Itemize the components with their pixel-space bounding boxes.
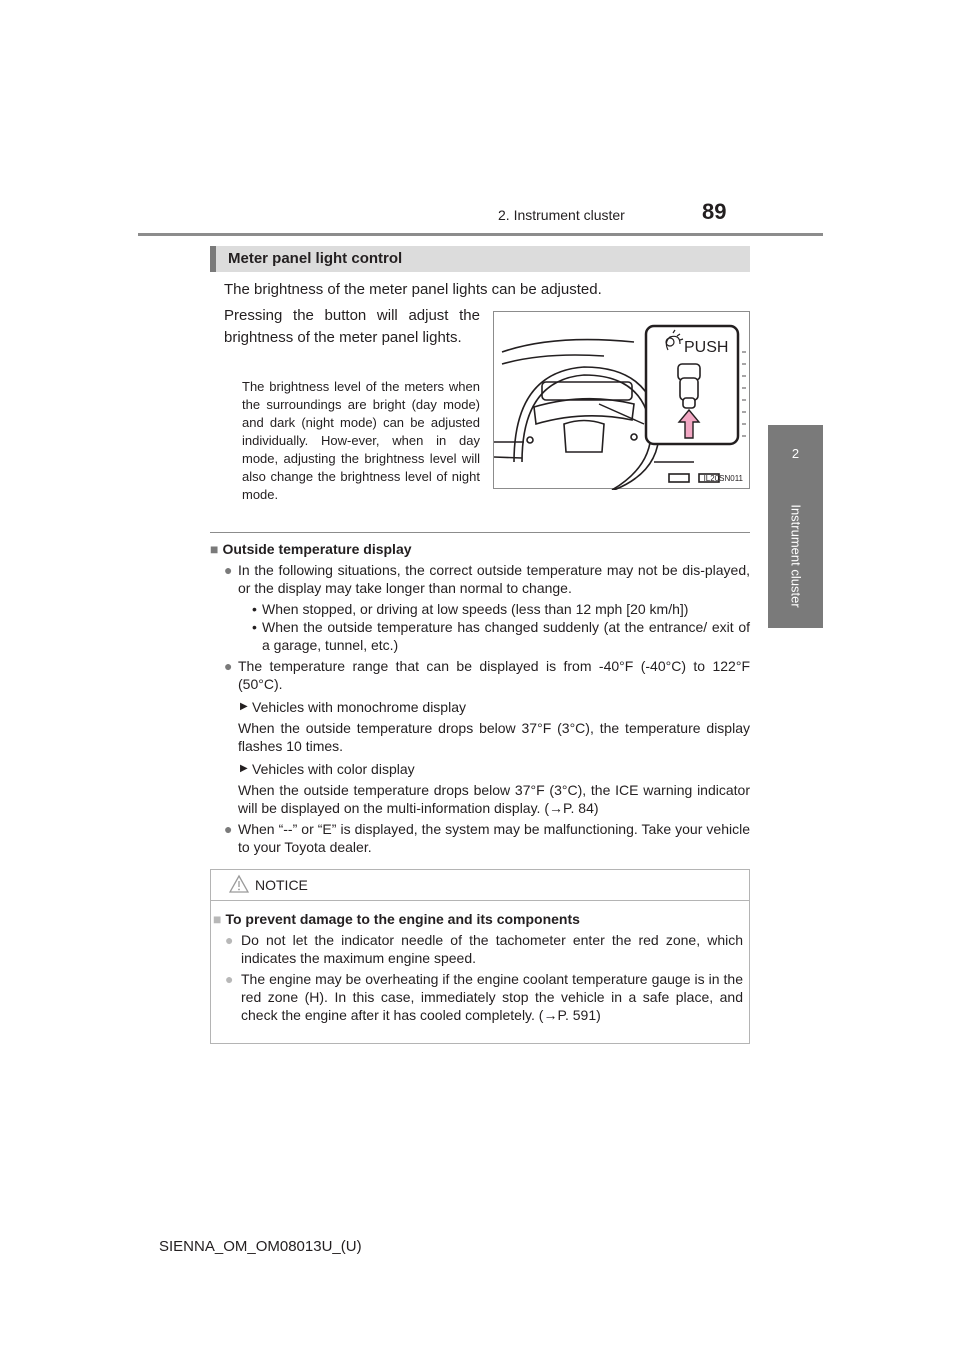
notes-heading: ■ Outside temperature display	[210, 541, 412, 557]
press-instruction: Pressing the button will adjust the brightness of the meter panel lights.	[224, 307, 480, 346]
section-title: Meter panel light control	[228, 250, 403, 267]
intro-text: The brightness of the meter panel lights can be adjusted.	[224, 281, 602, 298]
notes-condition-text: When the outside temperature drops below 37°F (3°C), the ICE warning indicator will be displayed on the multi-information display. (→P. 84)	[238, 782, 750, 816]
notes-condition-text: When the outside temperature drops below 37°F (3°C), the temperature display flashes 10 times.	[238, 720, 750, 754]
notice-box	[210, 869, 750, 1044]
triangle-arrow-icon: ▶	[240, 763, 248, 774]
notes-bullet: ● In the following situations, the correct outside temperature may not be dis-played, or the display may take longer than normal to change.	[224, 562, 750, 596]
header-rule	[138, 233, 823, 236]
notes-section	[210, 540, 750, 859]
separator-rule	[210, 532, 750, 533]
triangle-arrow-icon: ▶	[240, 701, 248, 712]
notice-header	[211, 870, 749, 901]
push-label: PUSH	[684, 339, 729, 356]
page-number: 89	[702, 199, 727, 224]
notice-body	[211, 910, 749, 1027]
notes-bullet: ● The temperature range that can be displayed is from -40°F (-40°C) to 122°F (50°C).	[224, 658, 750, 692]
notes-condition: ▶ Vehicles with monochrome display	[240, 699, 466, 715]
section-heading	[210, 246, 750, 272]
circle-bullet-icon: ●	[224, 562, 233, 578]
running-header-section: 2. Instrument cluster	[498, 207, 625, 223]
notes-bullet: ● When “--” or “E” is displayed, the system may be malfunctioning. Take your vehicle to your Toyota dealer.	[224, 821, 750, 855]
notes-condition: ▶ Vehicles with color display	[240, 761, 415, 777]
chapter-tab-label: Instrument cluster	[788, 503, 803, 608]
circle-bullet-icon: ●	[224, 658, 233, 674]
notice-bullet: ● The engine may be overheating if the engine coolant temperature gauge is in the red zone (H). In this case, immediately stop the vehicle in a safe place, and check the engine after it has cooled completely. (→P. 591)	[225, 971, 743, 1023]
chapter-tab-number: 2	[768, 425, 823, 483]
steering-wheel-illustration	[494, 312, 751, 490]
circle-bullet-icon: ●	[225, 932, 234, 948]
brightness-note: The brightness level of the meters when the surroundings are bright (day mode) and dark (night mode) can be adjusted individually. How-ever, when in day mode, adjusting the brightness level will also change the brightness level of night mode.	[242, 379, 480, 502]
footer-document-code: SIENNA_OM_OM08013U_(U)	[159, 1238, 362, 1255]
notes-subitem: • When the outside temperature has changed suddenly (at the entrance/ exit of a garage, tunnel, etc.)	[252, 619, 750, 653]
notes-subitem: • When stopped, or driving at low speeds (less than 12 mph [20 km/h])	[252, 601, 689, 617]
notice-bullet: ● Do not let the indicator needle of the tachometer enter the red zone, which indicates the maximum engine speed.	[225, 932, 743, 966]
square-bullet-icon: ■	[213, 911, 222, 927]
notice-title: NOTICE	[255, 877, 308, 893]
circle-bullet-icon: ●	[225, 971, 234, 987]
notice-heading: ■ To prevent damage to the engine and its components	[213, 911, 580, 927]
chapter-tab	[768, 483, 823, 628]
circle-bullet-icon: ●	[224, 821, 233, 837]
figure-code: IL20SN011	[703, 474, 743, 483]
warning-icon	[229, 874, 249, 894]
dashboard-illustration	[493, 311, 750, 489]
square-bullet-icon: ■	[210, 541, 219, 557]
